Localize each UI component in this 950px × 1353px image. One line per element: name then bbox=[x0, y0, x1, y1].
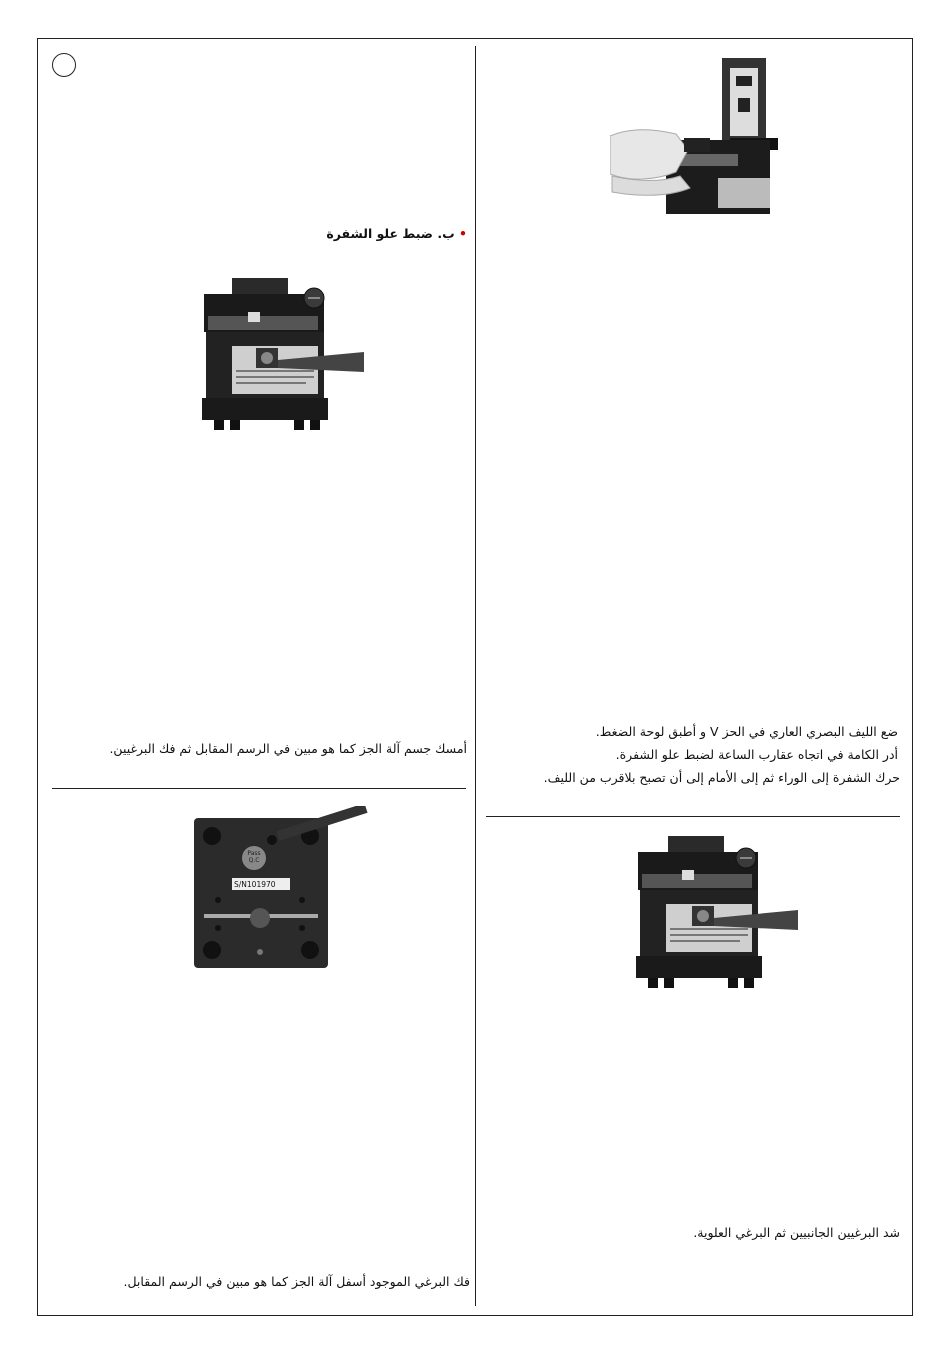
right-step-final-text: شد البرغيين الجانبيين ثم البرغي العلوية. bbox=[693, 1225, 900, 1240]
heading-text: ب. ضبط علو الشفرة bbox=[326, 226, 455, 241]
page-marker-circle bbox=[52, 53, 76, 77]
section-heading bbox=[326, 222, 467, 245]
right-row-divider bbox=[486, 816, 900, 817]
left-row-divider bbox=[52, 788, 466, 789]
photo-cleaver-bottom bbox=[190, 806, 368, 972]
bottom-sticker-label: Pass Q.C bbox=[247, 850, 261, 864]
right-instruction-3: حرك الشفرة إلى الوراء ثم إلى الأمام إلى أن تصبح بلاقرب من الليف. bbox=[543, 770, 900, 785]
left-step-2-text: فك البرغي الموجود أسفل آلة الجز كما هو مبين في الرسم المقابل. bbox=[123, 1274, 470, 1289]
photo-cleaver-open-hand bbox=[610, 54, 782, 220]
photo-cleaver-top-left bbox=[196, 276, 366, 441]
heading-bullet: • bbox=[459, 226, 467, 241]
column-divider bbox=[475, 46, 476, 1306]
right-instruction-1: ضع الليف البصري العاري في الحز V و أطبق لوحة الضغط. bbox=[595, 724, 898, 739]
right-instruction-2: أدر الكامة في اتجاه عقارب الساعة لضبط علو الشفرة. bbox=[615, 747, 898, 762]
left-step-1-text: أمسك جسم آلة الجز كما هو مبين في الرسم المقابل ثم فك البرغيين. bbox=[109, 741, 467, 756]
photo-cleaver-top-right bbox=[632, 834, 800, 998]
bottom-serial-label: S/N101970 bbox=[234, 880, 276, 889]
